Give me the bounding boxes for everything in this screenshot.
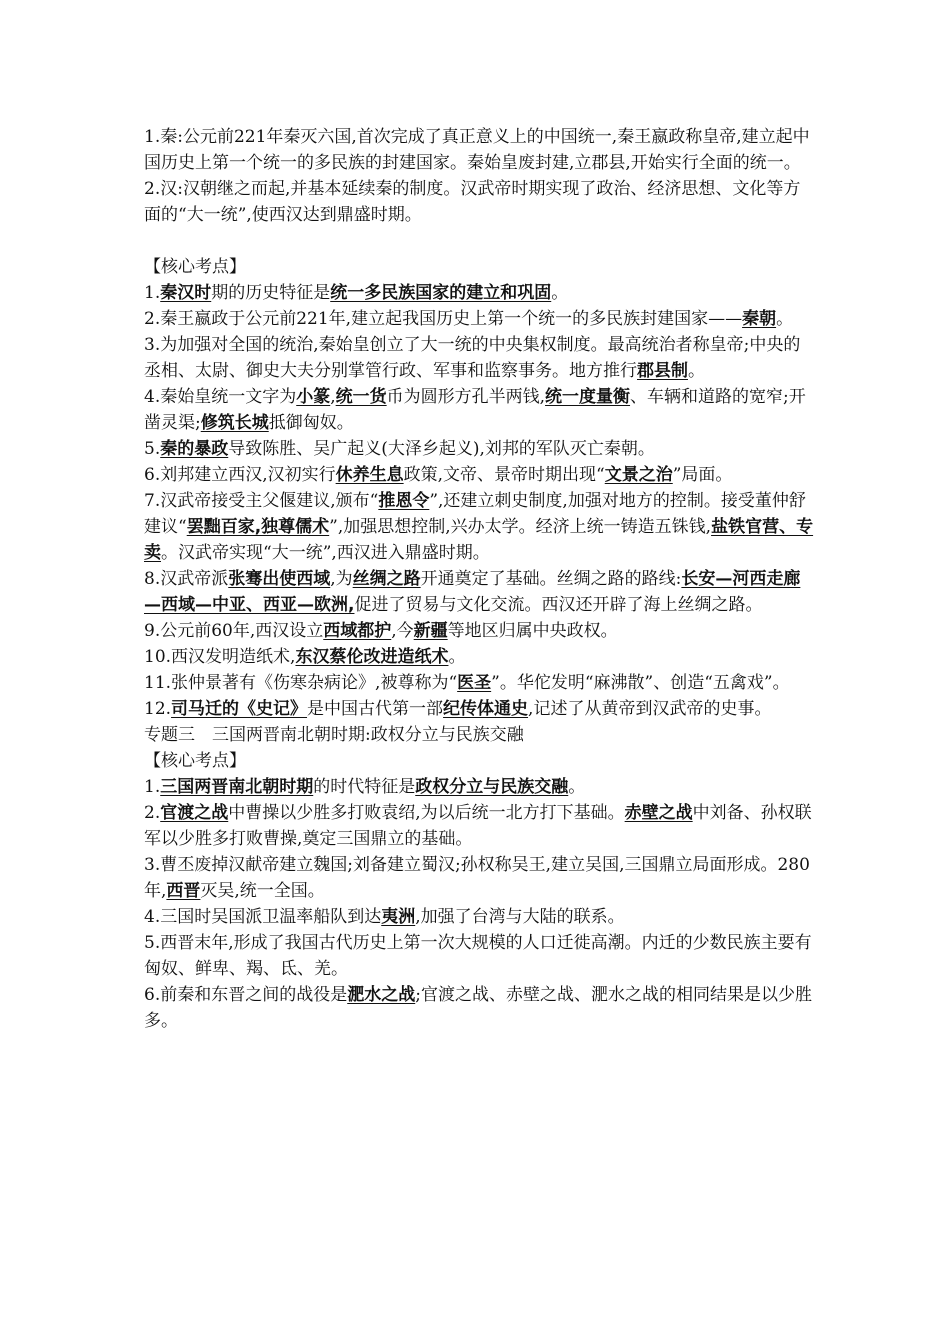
keyword-highlight: 盐铁官营、专卖: [144, 517, 814, 563]
text-run: ,: [330, 387, 336, 407]
key-point-item: [144, 774, 816, 800]
text-run: 2.汉:汉朝继之而起,并基本延续秦的制度。汉武帝时期实现了政治、经济思想、文化等方面的“大一统”,使西汉达到鼎盛时期。: [144, 179, 801, 225]
text-run: 11.张仲景著有《伤寒杂病论》,被尊称为“: [144, 673, 458, 693]
text-run: 5.西晋末年,形成了我国古代历史上第一次大规模的人口迁徙高潮。内迁的少数民族主要有匈奴、鲜卑、羯、氐、羌。: [144, 933, 812, 979]
text-run: ,记述了从黄帝到汉武帝的史事。: [528, 699, 772, 719]
keyword-highlight: 纪传体通史: [443, 699, 529, 719]
text-run: 。: [448, 647, 466, 667]
text-run: 9.公元前60年,西汉设立: [144, 621, 324, 641]
key-points-list-qin-han: [144, 280, 816, 722]
keyword-highlight: 淝水之战: [347, 985, 416, 1005]
key-point-item: [144, 384, 816, 436]
text-run: 3.曹丕废掉汉献帝建立魏国;刘备建立蜀汉;孙权称吴王,建立吴国,三国鼎立局面形成。280年,: [144, 855, 810, 901]
text-run: 是中国古代第一部: [307, 699, 444, 719]
keyword-highlight: 赤壁之战: [624, 803, 693, 823]
document-page: [144, 124, 816, 1034]
text-run: 4.三国时吴国派卫温率船队到达: [144, 907, 382, 927]
text-run: 10.西汉发明造纸术,: [144, 647, 296, 667]
keyword-highlight: 休养生息: [335, 465, 404, 485]
text-run: 中刘备、孙权联军以少胜多打败曹操,奠定三国鼎立的基础。: [144, 803, 812, 849]
keyword-highlight: 张骞出使西域: [228, 569, 331, 589]
keyword-highlight: 统一货: [335, 387, 387, 407]
key-point-item: [144, 618, 816, 644]
keyword-highlight: 文景之治: [604, 465, 673, 485]
key-points-list-three-kingdoms: [144, 774, 816, 1034]
text-run: ”局面。: [672, 465, 733, 485]
text-run: 1.: [144, 777, 161, 797]
keyword-highlight: 三国两晋南北朝时期: [160, 777, 314, 797]
text-run: 6.刘邦建立西汉,汉初实行: [144, 465, 336, 485]
blank-line: [144, 228, 816, 254]
key-point-item: [144, 462, 816, 488]
keyword-highlight: 秦的暴政: [160, 439, 229, 459]
intro-paragraphs: [144, 124, 816, 228]
text-run: 币为圆形方孔半两钱,: [386, 387, 546, 407]
section-header: 【核心考点】: [144, 751, 246, 771]
text-run: 1.秦:公元前221年秦灭六国,首次完成了真正意义上的中国统一,秦王嬴政称皇帝,建立起中国历史上第一个统一的多民族的封建国家。秦始皇废封建,立郡县,开始实行全面的统一。: [144, 127, 810, 173]
text-run: ,加强了台湾与大陆的联系。: [415, 907, 625, 927]
text-run: 促进了贸易与文化交流。西汉还开辟了海上丝绸之路。: [354, 595, 763, 615]
key-point-item: [144, 436, 816, 462]
text-run: 期的历史特征是: [211, 283, 331, 303]
keyword-highlight: 丝绸之路: [352, 569, 421, 589]
text-run: ”,加强思想控制,兴办太学。经济上统一铸造五铢钱,: [329, 517, 712, 537]
text-run: 。: [688, 361, 705, 381]
text-run: 中曹操以少胜多打败袁绍,为以后统一北方打下基础。: [228, 803, 625, 823]
text-run: 。: [776, 309, 794, 329]
text-run: ”。华佗发明“麻沸散”、创造“五禽戏”。: [491, 673, 790, 693]
key-point-item: [144, 930, 816, 982]
keyword-highlight: 统一度量衡: [545, 387, 631, 407]
key-point-item: [144, 176, 816, 228]
text-run: 12.: [144, 699, 172, 719]
text-run: 5.: [144, 439, 161, 459]
keyword-highlight: 秦朝: [742, 309, 777, 329]
text-run: 等地区归属中央政权。: [447, 621, 618, 641]
text-run: 、车辆和道路的宽窄;开凿灵渠;: [144, 387, 806, 433]
text-run: 的时代特征是: [313, 777, 416, 797]
text-run: 开通奠定了基础。丝绸之路的路线:: [420, 569, 682, 589]
keyword-highlight: 秦汉时: [160, 283, 212, 303]
keyword-highlight: 西晋: [166, 881, 201, 901]
keyword-highlight: 政权分立与民族交融: [415, 777, 569, 797]
topic-title: 专题三 三国两晋南北朝时期:政权分立与民族交融: [144, 725, 524, 745]
key-point-item: [144, 904, 816, 930]
text-run: 8.汉武帝派: [144, 569, 229, 589]
text-run: ”,还建立刺史制度,加强对地方的控制。接受董仲舒建议“: [144, 491, 806, 537]
text-run: 3.为加强对全国的统治,秦始皇创立了大一统的中央集权制度。最高统治者称皇帝;中央的丞相、太尉、御史大夫分别掌管行政、军事和监察事务。地方推行: [144, 335, 801, 381]
key-point-item: [144, 488, 816, 566]
key-point-item: [144, 332, 816, 384]
text-run: ,今: [391, 621, 414, 641]
text-run: 抵御匈奴。: [268, 413, 354, 433]
keyword-highlight: 统一多民族国家的建立和巩固: [330, 283, 552, 303]
text-run: ;官渡之战、赤壁之战、淝水之战的相同结果是以少胜多。: [144, 985, 812, 1031]
text-run: ,为: [330, 569, 353, 589]
text-run: 灭吴,统一全国。: [200, 881, 325, 901]
keyword-highlight: 郡县制: [637, 361, 688, 381]
text-run: 1.: [144, 283, 161, 303]
keyword-highlight: 官渡之战: [160, 803, 229, 823]
keyword-highlight: 东汉蔡伦改进造纸术: [295, 647, 449, 667]
keyword-highlight: 司马迁的《史记》: [171, 699, 308, 719]
key-point-item: [144, 644, 816, 670]
keyword-highlight: 夷洲: [381, 907, 416, 927]
keyword-highlight: 新疆: [413, 621, 448, 641]
text-run: 6.前秦和东晋之间的战役是: [144, 985, 348, 1005]
key-point-item: [144, 566, 816, 618]
text-run: 。汉武帝实现“大一统”,西汉进入鼎盛时期。: [161, 543, 490, 563]
key-point-item: [144, 124, 816, 176]
keyword-highlight: 修筑长城: [200, 413, 269, 433]
text-run: 政策,文帝、景帝时期出现“: [403, 465, 605, 485]
section-header: 【核心考点】: [144, 257, 246, 277]
key-point-item: [144, 982, 816, 1034]
key-point-item: [144, 306, 816, 332]
key-point-item: [144, 852, 816, 904]
text-run: 2.: [144, 803, 161, 823]
text-run: 。: [568, 777, 586, 797]
text-run: 4.秦始皇统一文字为: [144, 387, 297, 407]
key-point-item: [144, 280, 816, 306]
keyword-highlight: 西域都护: [323, 621, 392, 641]
keyword-highlight: 推恩令: [378, 491, 430, 511]
text-run: 导致陈胜、吴广起义(大泽乡起义),刘邦的军队灭亡秦朝。: [228, 439, 655, 459]
keyword-highlight: 长安—河西走廊—西域—中亚、西亚—欧洲,: [144, 569, 801, 615]
key-point-item: [144, 800, 816, 852]
key-point-item: [144, 696, 816, 722]
text-run: 7.汉武帝接受主父偃建议,颁布“: [144, 491, 379, 511]
text-run: 。: [551, 283, 569, 303]
keyword-highlight: 罢黜百家,独尊儒术: [186, 517, 330, 537]
keyword-highlight: 医圣: [457, 673, 492, 693]
keyword-highlight: 小篆: [296, 387, 331, 407]
key-point-item: [144, 670, 816, 696]
text-run: 2.秦王嬴政于公元前221年,建立起我国历史上第一个统一的多民族封建国家——: [144, 309, 743, 329]
